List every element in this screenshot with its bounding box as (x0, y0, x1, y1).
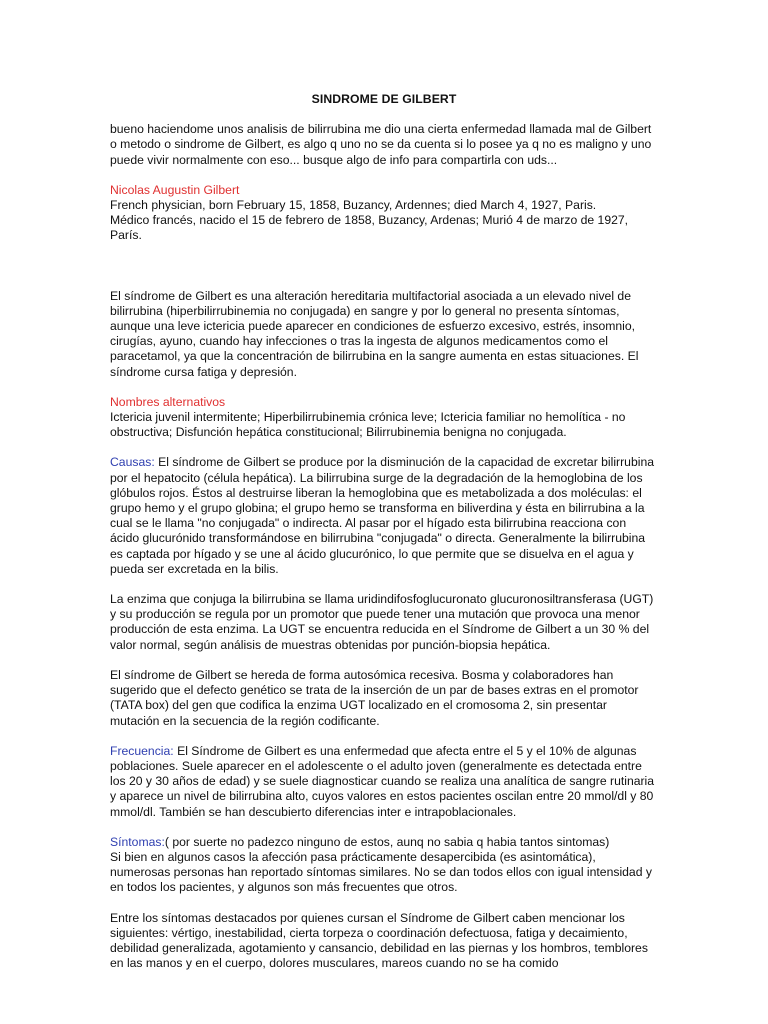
document-title: SINDROME DE GILBERT (311, 92, 457, 106)
symptoms-text: Si bien en algunos casos la afección pasa prácticamente desapercibida (es asintomática), numerosas personas han reportado síntomas similares. No se dan todos ellos con igual intensidad y en todos los pacientes, y algunos son más frecuentes que otros. (110, 849, 652, 895)
symptoms-paragraph (110, 835, 658, 896)
frequency-paragraph (110, 744, 658, 820)
person-name: Nicolas Augustin Gilbert (110, 182, 240, 197)
symptoms-label: Síntomas: (110, 834, 165, 849)
alternative-names-heading: Nombres alternativos (110, 394, 226, 409)
definition-paragraph: El síndrome de Gilbert es una alteración hereditaria multifactorial asociada a un elevado nivel de bilirrubina (hiperbilirrubinemia no conjugada) en sangre y por lo general no presenta síntomas, aunque una leve ictericia puede aparecer en condiciones de esfuerzo excesivo, estrés, insomnio, cirugías, ayuno, cuando hay infecciones o tras la ingesta de algunos medicamentos como el paracetamol, ya que la concentración de bilirrubina en la sangre aumenta en estas situaciones. El síndrome cursa fatiga y depresión. (110, 288, 639, 379)
symptoms-aside: ( por suerte no padezco ninguno de estos, aunq no sabia q habia tantos sintomas) (164, 834, 610, 849)
biography-paragraph (110, 183, 658, 244)
document-page (110, 92, 658, 986)
intro-paragraph: bueno haciendome unos analisis de bilirrubina me dio una cierta enfermedad llamada mal de Gilbert o metodo o sindrome de Gilbert, es algo q uno no se da cuenta si lo posee ya q no es maligno y uno puede vivir normalmente con eso... busque algo de info para compartirla con uds... (110, 122, 652, 167)
symptoms-list-paragraph: Entre los síntomas destacados por quienes cursan el Síndrome de Gilbert caben mencionar los siguientes: vértigo, inestabilidad, cierta torpeza o coordinación defectuosa, fatiga y decaimiento, debilidad generalizada, agotamiento y cansancio, debilidad en las piernas y los hombros, temblores en las manos y en el cuerpo, dolores musculares, mareos cuando no se ha comido (110, 910, 648, 971)
enzyme-paragraph: La enzima que conjuga la bilirrubina se llama uridindifosfoglucuronato glucuronosiltransferasa (UGT) y su producción se regula por un promotor que puede tener una mutación que provoca una menor producción de esta enzima. La UGT se encuentra reducida en el Síndrome de Gilbert a un 30 % del valor normal, según análisis de muestras obtenidas por punción-biopsia hepática. (110, 592, 654, 652)
biography-english: French physician, born February 15, 1858, Buzancy, Ardennes; died March 4, 1927, Paris. (110, 198, 597, 213)
causes-paragraph (110, 455, 658, 577)
causes-label: Causas: (110, 455, 155, 470)
frequency-text: El Síndrome de Gilbert es una enfermedad que afecta entre el 5 y el 10% de algunas poblaciones. Suele aparecer en el adolescente o el adulto joven (generalmente es detectada entre los 20 y 30 años de edad) y se suele diagnosticar cuando se realiza una analítica de sangre rutinaria y aparece un nivel de bilirrubina alto, cuyos valores en estos pacientes oscilan entre 20 mmol/dl y 80 mmol/dl. También se han descubierto diferencias inter e intrapoblacionales. (110, 743, 655, 819)
alternative-names-text: Ictericia juvenil intermitente; Hiperbilirrubinemia crónica leve; Ictericia familiar no hemolítica - no obstructiva; Disfunción hepática constitucional; Bilirrubinemia benigna no conjugada. (110, 410, 626, 440)
alternative-names-paragraph (110, 395, 658, 441)
biography-spanish: Médico francés, nacido el 15 de febrero de 1858, Buzancy, Ardenas; Murió 4 de marzo de 1927, París. (110, 213, 629, 243)
heredity-paragraph: El síndrome de Gilbert se hereda de forma autosómica recesiva. Bosma y colaboradores han sugerido que el defecto genético se trata de la inserción de un par de bases extras en el promotor (TATA box) del gen que codifica la enzima UGT localizado en el cromosoma 2, sin presentar mutación en la secuencia de la región codificante. (110, 667, 639, 728)
frequency-label: Frecuencia: (110, 743, 174, 758)
causes-text: El síndrome de Gilbert se produce por la disminución de la capacidad de excretar bilirrubina por el hepatocito (célula hepática). La bilirrubina surge de la degradación de la hemoglobina de los glóbulos rojos. Éstos al destruirse liberan la hemoglobina que es metabolizada a dos moléculas: el grupo hemo y el grupo globina; el grupo hemo se transforma en biliverdina y ésta en bilirrubina a la cual se le llama "no conjugada" o indirecta. Al pasar por el hígado esta bilirrubina reacciona con ácido glucurónido transformándose en bilirrubina "conjugada" o directa. Generalmente la bilirrubina es captada por hígado y se une al ácido glucurónico, lo que permite que se disuelva en el agua y pueda ser excretada en la bilis. (110, 455, 654, 576)
spacer (110, 259, 658, 289)
